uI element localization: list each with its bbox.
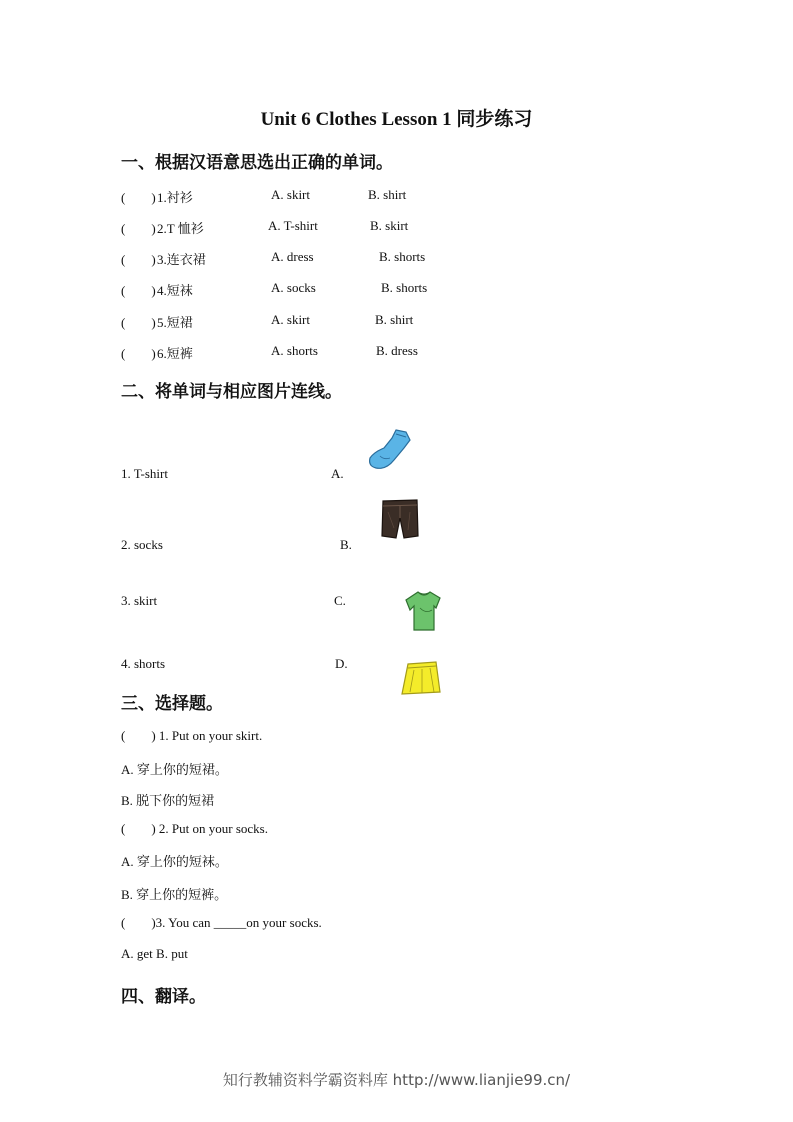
option-b: B. shorts: [381, 280, 428, 295]
match-letter-a: A.: [331, 466, 344, 481]
s3-option-2a: A. 穿上你的短袜。: [121, 854, 228, 869]
s1-row-3: [121, 249, 521, 267]
s1-row-2: [121, 218, 521, 236]
section2-heading: 二、将单词与相应图片连线。: [121, 382, 342, 402]
s1-question: 3.连衣裙: [157, 252, 206, 267]
option-a: A. skirt: [271, 312, 310, 327]
s1-row-5: [121, 312, 521, 330]
s1-question: 4.短袜: [157, 283, 193, 298]
s3-option-1b: B. 脱下你的短裙: [121, 793, 215, 808]
match-word-2: 2. socks: [121, 537, 163, 552]
section1-heading: 一、根据汉语意思选出正确的单词。: [121, 153, 393, 173]
blue-sock-icon: [366, 428, 414, 472]
option-b: B. shirt: [368, 187, 407, 202]
option-a: A. dress: [271, 249, 314, 264]
s1-question: 1.衬衫: [157, 190, 193, 205]
s3-question-2: ( ) 2. Put on your socks.: [121, 821, 268, 836]
s1-row-6: [121, 343, 521, 361]
answer-blank[interactable]: ( ): [121, 283, 156, 298]
yellow-skirt-icon: [400, 660, 442, 696]
answer-blank[interactable]: ( ): [121, 346, 156, 361]
option-a: A. T-shirt: [268, 218, 318, 233]
s3-option-2b: B. 穿上你的短裤。: [121, 887, 228, 902]
option-a: A. socks: [271, 280, 316, 295]
s1-question: 2.T 恤衫: [157, 221, 204, 236]
match-letter-b: B.: [340, 537, 352, 552]
answer-blank[interactable]: ( ): [121, 252, 156, 267]
answer-blank[interactable]: ( ): [121, 315, 156, 330]
option-b: B. skirt: [370, 218, 409, 233]
s3-option-3: A. get B. put: [121, 946, 188, 961]
answer-blank[interactable]: ( ): [121, 190, 156, 205]
match-letter-c: C.: [334, 593, 346, 608]
page-title: Unit 6 Clothes Lesson 1 同步练习: [260, 109, 533, 130]
section4-heading: 四、翻译。: [121, 987, 206, 1007]
match-word-1: 1. T-shirt: [121, 466, 168, 481]
s1-row-4: [121, 280, 521, 298]
section3-heading: 三、选择题。: [121, 694, 223, 714]
answer-blank[interactable]: ( ): [121, 221, 156, 236]
brown-shorts-icon: [380, 498, 420, 540]
s3-option-1a: A. 穿上你的短裙。: [121, 762, 228, 777]
s1-row-1: [121, 187, 521, 205]
s3-question-3: ( )3. You can _____on your socks.: [121, 915, 322, 930]
s3-question-1: ( ) 1. Put on your skirt.: [121, 728, 263, 743]
s1-question: 6.短裤: [157, 346, 193, 361]
match-letter-d: D.: [335, 656, 348, 671]
option-a: A. skirt: [271, 187, 310, 202]
option-b: B. dress: [376, 343, 418, 358]
green-tshirt-icon: [404, 588, 444, 634]
option-b: B. shirt: [375, 312, 414, 327]
match-word-4: 4. shorts: [121, 656, 166, 671]
footer-watermark[interactable]: 知行教辅资料学霸资料库 http://www.lianjie99.cn/: [222, 1071, 571, 1089]
option-a: A. shorts: [271, 343, 318, 358]
option-b: B. shorts: [379, 249, 426, 264]
s1-question: 5.短裙: [157, 315, 193, 330]
match-word-3: 3. skirt: [121, 593, 158, 608]
